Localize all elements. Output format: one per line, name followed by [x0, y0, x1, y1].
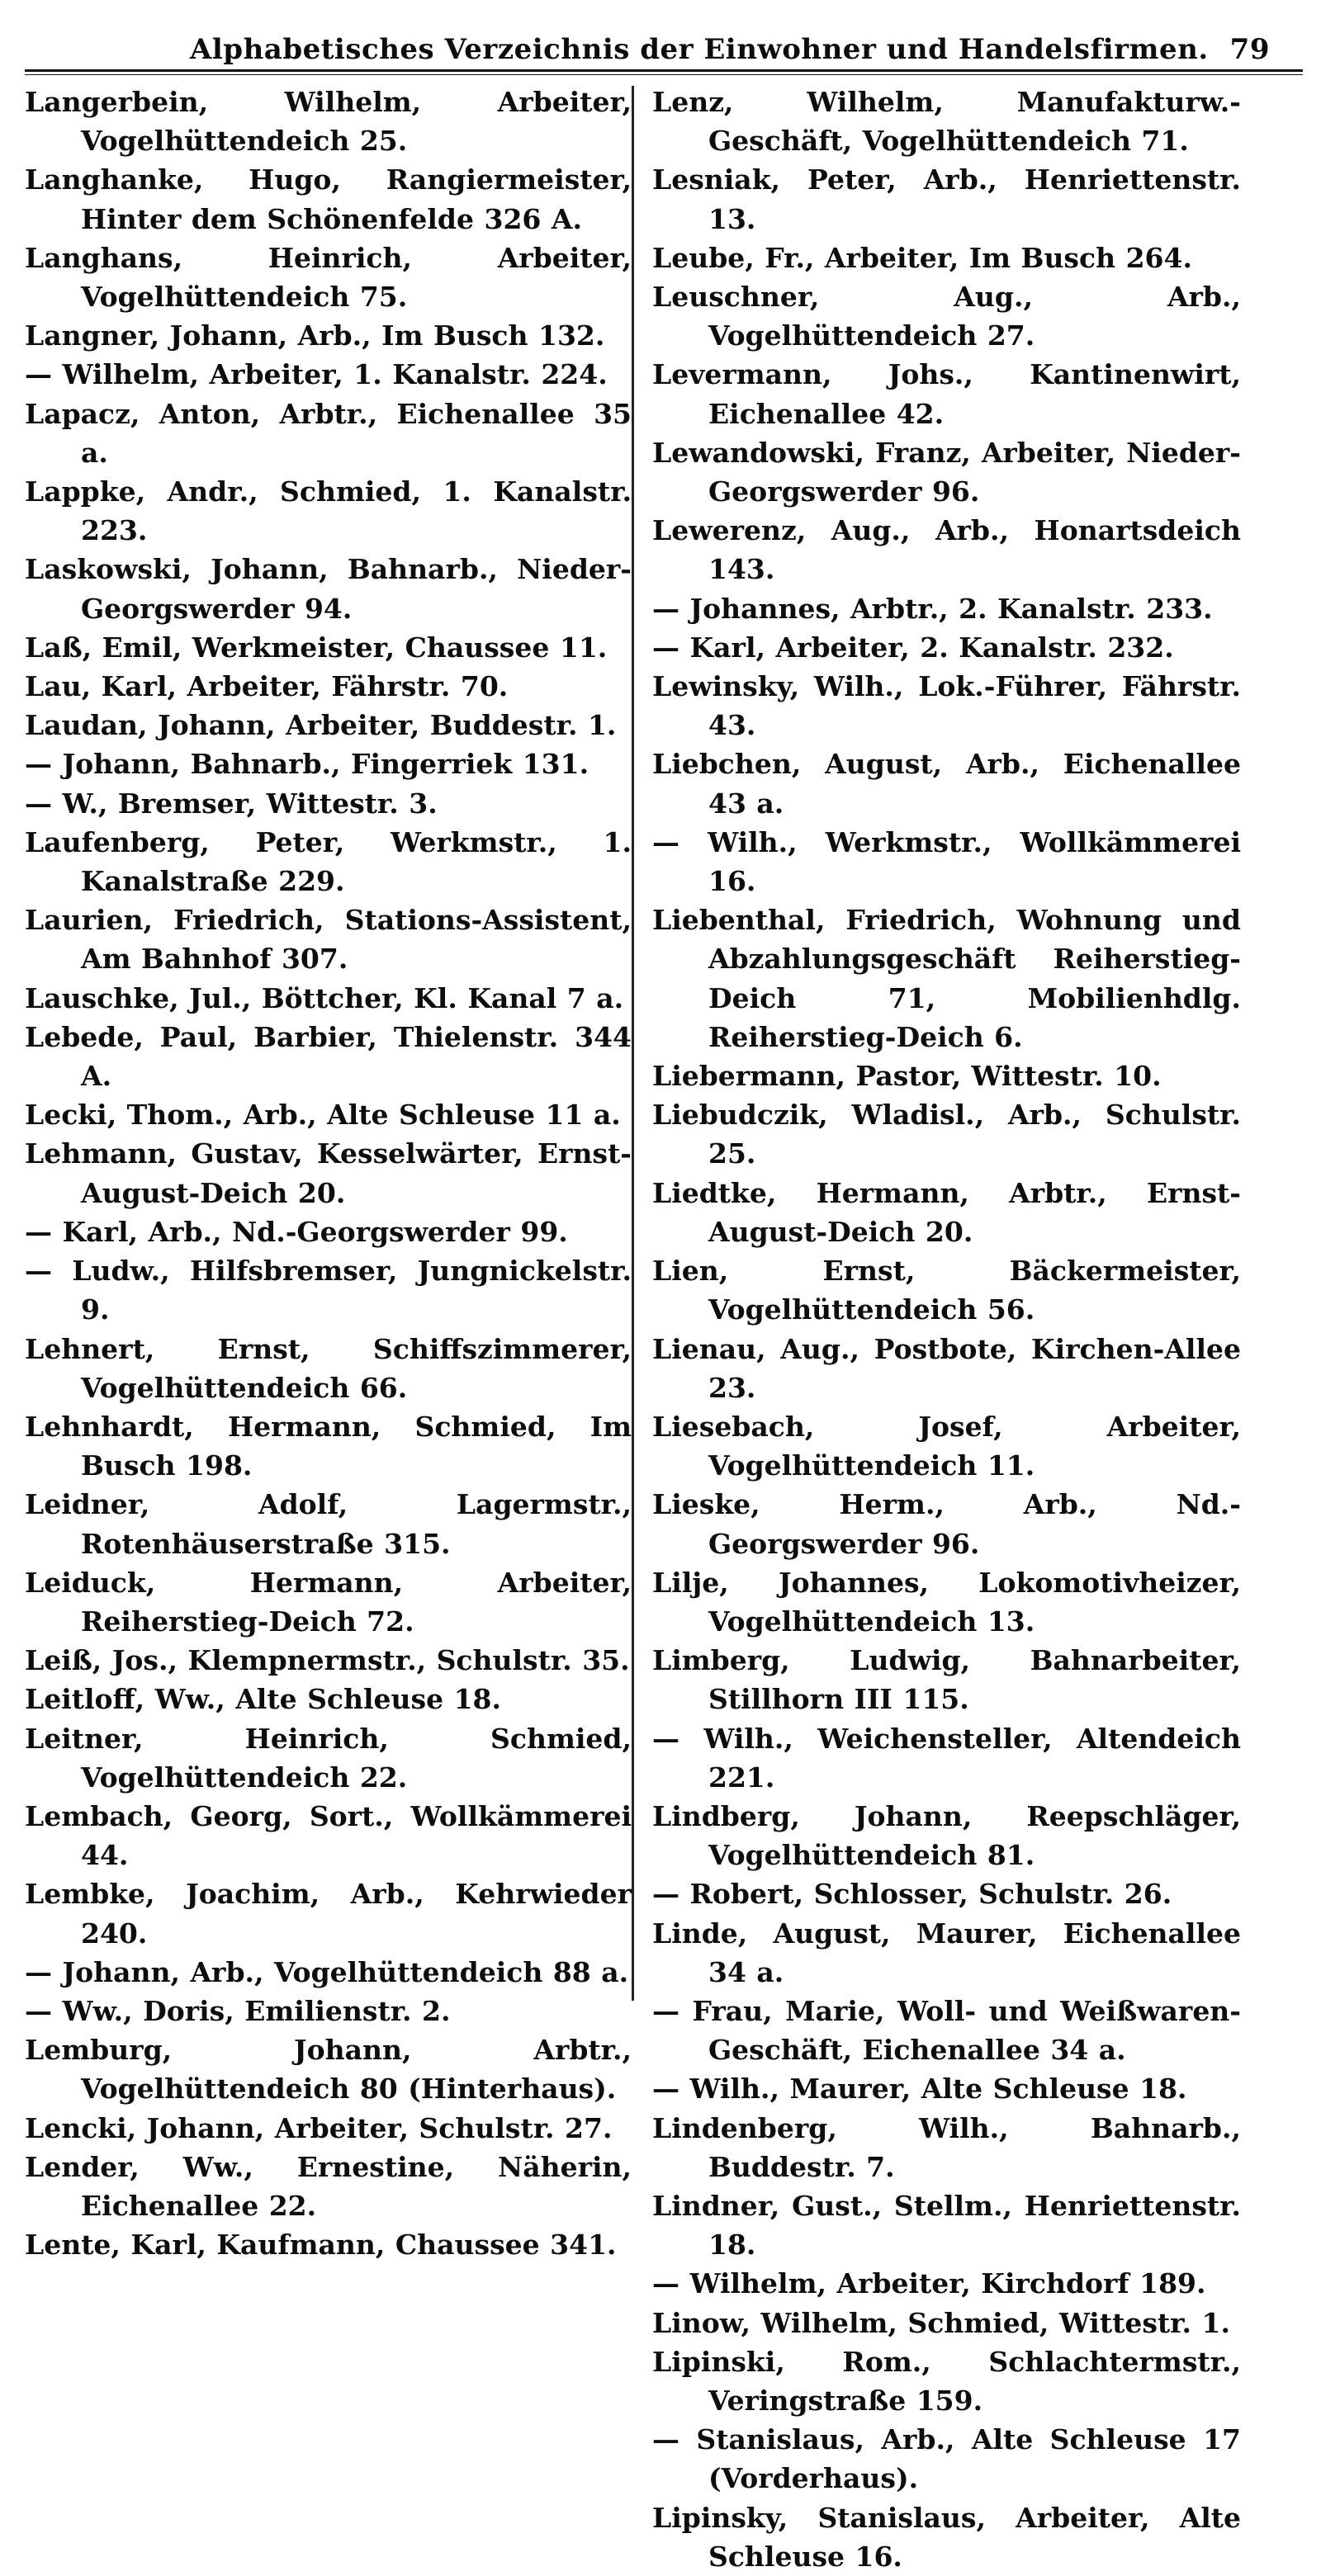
directory-entry: — Karl, Arb., Nd.-Georgswerder 99.	[25, 1215, 568, 1248]
directory-entry: Lindberg, Johann, Reepschläger, Vogelhüttendeich 81.	[652, 1799, 1241, 1872]
directory-columns	[25, 83, 1303, 2576]
directory-entry: Leitloff, Ww., Alte Schleuse 18.	[25, 1683, 501, 1716]
directory-entry: Lewandowski, Franz, Arbeiter, Nieder-Georgswerder 96.	[652, 436, 1241, 508]
directory-entry: Leube, Fr., Arbeiter, Im Busch 264.	[652, 241, 1192, 274]
page-number: 79	[1229, 33, 1270, 66]
directory-entry: Liebudczik, Wladisl., Arb., Schulstr. 25.	[652, 1099, 1241, 1170]
directory-entry: Laufenberg, Peter, Werkmstr., 1. Kanalstraße 229.	[25, 825, 632, 898]
directory-entry: — Ww., Doris, Emilienstr. 2.	[25, 1994, 451, 2027]
directory-entry: Laß, Emil, Werkmeister, Chaussee 11.	[25, 631, 608, 664]
directory-entry: Langerbein, Wilhelm, Arbeiter, Vogelhüttendeich 25.	[25, 86, 632, 158]
directory-entry: Liedtke, Hermann, Arbtr., Ernst-August-Deich 20.	[652, 1176, 1241, 1248]
directory-entry: Leiß, Jos., Klempnermstr., Schulstr. 35.	[25, 1644, 630, 1677]
page-header	[25, 23, 1303, 69]
directory-entry: Lenz, Wilhelm, Manufakturw.-Geschäft, Vogelhüttendeich 71.	[652, 86, 1241, 158]
directory-entry: — Frau, Marie, Woll- und Weißwaren-Geschäft, Eichenallee 34 a.	[652, 1994, 1241, 2067]
directory-entry: Lieske, Herm., Arb., Nd.-Georgswerder 96.	[652, 1488, 1241, 1560]
directory-entry: — Wilhelm, Arbeiter, 1. Kanalstr. 224.	[25, 358, 608, 391]
directory-entry: Lehnhardt, Hermann, Schmied, Im Busch 198.	[25, 1410, 632, 1482]
directory-entry: Linde, August, Maurer, Eichenallee 34 a.	[652, 1917, 1241, 1988]
directory-entry: Laudan, Johann, Arbeiter, Buddestr. 1.	[25, 709, 617, 742]
directory-entry: Lender, Ww., Ernestine, Näherin, Eichenallee 22.	[25, 2150, 632, 2222]
directory-entry: Liesebach, Josef, Arbeiter, Vogelhüttendeich 11.	[652, 1410, 1241, 1482]
directory-entry: Lembke, Joachim, Arb., Kehrwieder 240.	[25, 1878, 632, 1950]
directory-entry: Leiduck, Hermann, Arbeiter, Reiherstieg-Deich 72.	[25, 1566, 632, 1638]
directory-entry: Lauschke, Jul., Böttcher, Kl. Kanal 7 a.	[25, 981, 624, 1014]
directory-entry: Liebermann, Pastor, Wittestr. 10.	[652, 1060, 1162, 1093]
directory-entry: Langhans, Heinrich, Arbeiter, Vogelhüttendeich 75.	[25, 241, 632, 314]
directory-entry: — Johann, Bahnarb., Fingerriek 131.	[25, 748, 589, 781]
directory-entry: Leidner, Adolf, Lagermstr., Rotenhäuserstraße 315.	[25, 1488, 632, 1560]
directory-entry: Lilje, Johannes, Lokomotivheizer, Vogelhüttendeich 13.	[652, 1566, 1241, 1638]
directory-entry: — Wilhelm, Arbeiter, Kirchdorf 189.	[652, 2267, 1206, 2300]
directory-entry: Lesniak, Peter, Arb., Henriettenstr. 13.	[652, 163, 1241, 235]
directory-entry: — Stanislaus, Arb., Alte Schleuse 17 (Vorderhaus).	[652, 2423, 1241, 2495]
directory-entry: Liebenthal, Friedrich, Wohnung und Abzahlungsgeschäft Reiherstieg-Deich 71, Mobilienhdlg. Reiherstieg-Deich 6.	[652, 904, 1241, 1053]
directory-entry: — Wilh., Maurer, Alte Schleuse 18.	[652, 2073, 1187, 2106]
directory-entry: Lecki, Thom., Arb., Alte Schleuse 11 a.	[25, 1099, 621, 1132]
directory-entry: Lemburg, Johann, Arbtr., Vogelhüttendeich 80 (Hinterhaus).	[25, 2034, 632, 2106]
directory-entry: Lienau, Aug., Postbote, Kirchen-Allee 23.	[652, 1332, 1241, 1404]
directory-entry: Linow, Wilhelm, Schmied, Wittestr. 1.	[652, 2306, 1230, 2339]
directory-entry: Liebchen, August, Arb., Eichenallee 43 a.	[652, 748, 1241, 820]
directory-entry: Laurien, Friedrich, Stations-Assistent, Am Bahnhof 307.	[25, 904, 632, 976]
right-column	[634, 83, 1241, 2576]
directory-entry: Lau, Karl, Arbeiter, Fährstr. 70.	[25, 670, 509, 703]
directory-entry: Lebede, Paul, Barbier, Thielenstr. 344 A.	[25, 1020, 632, 1093]
directory-entry: — Wilh., Weichensteller, Altendeich 221.	[652, 1722, 1241, 1794]
directory-entry: Lappke, Andr., Schmied, 1. Kanalstr. 223.	[25, 475, 632, 547]
header-rule	[25, 69, 1303, 75]
directory-entry: Levermann, Johs., Kantinenwirt, Eichenallee 42.	[652, 358, 1241, 430]
directory-entry: Lipinski, Rom., Schlachtermstr., Veringstraße 159.	[652, 2345, 1241, 2417]
directory-entry: Lencki, Johann, Arbeiter, Schulstr. 27.	[25, 2111, 613, 2144]
directory-entry: — W., Bremser, Wittestr. 3.	[25, 787, 438, 820]
directory-entry: Lehmann, Gustav, Kesselwärter, Ernst-August-Deich 20.	[25, 1137, 632, 1209]
directory-entry: Lehnert, Ernst, Schiffszimmerer, Vogelhüttendeich 66.	[25, 1332, 632, 1404]
page-title: Alphabetisches Verzeichnis der Einwohner und Handelsfirmen.	[190, 33, 1209, 66]
directory-entry: — Ludw., Hilfsbremser, Jungnickelstr. 9.	[25, 1255, 632, 1326]
directory-entry: — Karl, Arbeiter, 2. Kanalstr. 232.	[652, 631, 1174, 664]
directory-entry: Langhanke, Hugo, Rangiermeister, Hinter dem Schönenfelde 326 A.	[25, 163, 632, 235]
directory-entry: Leuschner, Aug., Arb., Vogelhüttendeich 27.	[652, 281, 1241, 352]
directory-entry: Lindner, Gust., Stellm., Henriettenstr. 18.	[652, 2189, 1241, 2262]
directory-entry: — Wilh., Werkmstr., Wollkämmerei 16.	[652, 825, 1241, 898]
directory-entry: Lewerenz, Aug., Arb., Honartsdeich 143.	[652, 514, 1241, 586]
directory-entry: Lente, Karl, Kaufmann, Chaussee 341.	[25, 2229, 617, 2262]
left-column	[25, 83, 632, 2576]
directory-entry: Langner, Johann, Arb., Im Busch 132.	[25, 319, 605, 352]
directory-entry: — Robert, Schlosser, Schulstr. 26.	[652, 1878, 1172, 1911]
directory-entry: Lewinsky, Wilh., Lok.-Führer, Fährstr. 43.	[652, 670, 1241, 742]
directory-entry: Laskowski, Johann, Bahnarb., Nieder-Georgswerder 94.	[25, 553, 632, 625]
directory-entry: Limberg, Ludwig, Bahnarbeiter, Stillhorn III 115.	[652, 1644, 1241, 1716]
directory-entry: — Johannes, Arbtr., 2. Kanalstr. 233.	[652, 592, 1213, 625]
directory-entry: Lapacz, Anton, Arbtr., Eichenallee 35 a.	[25, 397, 632, 469]
directory-entry: Lien, Ernst, Bäckermeister, Vogelhüttendeich 56.	[652, 1255, 1241, 1326]
directory-entry: Lembach, Georg, Sort., Wollkämmerei 44.	[25, 1799, 632, 1872]
directory-entry: Lindenberg, Wilh., Bahnarb., Buddestr. 7.	[652, 2111, 1241, 2183]
directory-entry: Leitner, Heinrich, Schmied, Vogelhüttendeich 22.	[25, 1722, 632, 1794]
directory-entry: — Johann, Arb., Vogelhüttendeich 88 a.	[25, 1955, 629, 1988]
directory-entry: Lipinsky, Stanislaus, Arbeiter, Alte Schleuse 16.	[652, 2501, 1241, 2573]
